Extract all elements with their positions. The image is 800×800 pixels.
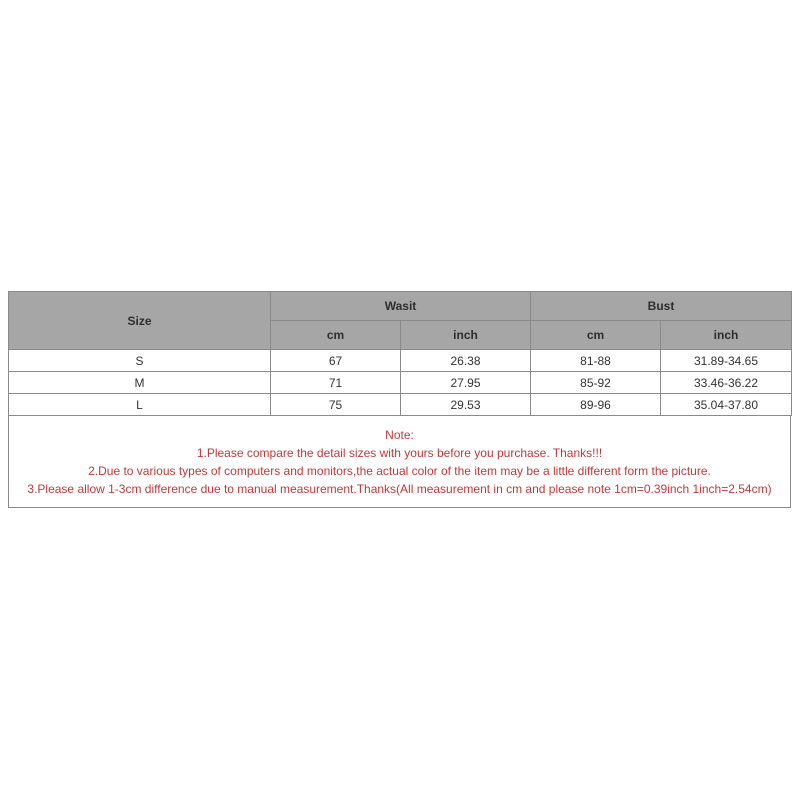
bust-cm-header: cm — [531, 321, 661, 350]
table-row — [9, 372, 792, 394]
bust-inch-cell: 31.89-34.65 — [661, 350, 792, 372]
size-chart — [8, 291, 791, 508]
bust-cm-cell: 85-92 — [531, 372, 661, 394]
bust-group-header: Bust — [531, 292, 792, 321]
notes-title: Note: — [385, 427, 414, 442]
waist-cm-cell: 71 — [271, 372, 401, 394]
header-row-groups — [9, 292, 792, 321]
waist-cm-header: cm — [271, 321, 401, 350]
note-line: 1.Please compare the detail sizes with yours before you purchase. Thanks!!! — [196, 445, 603, 460]
waist-cm-cell: 75 — [271, 394, 401, 416]
table-row — [9, 350, 792, 372]
size-column-header: Size — [9, 292, 271, 350]
note-line: 2.Due to various types of computers and monitors,the actual color of the item may be a little different form the picture. — [88, 463, 711, 478]
size-table — [8, 291, 792, 416]
waist-cm-cell: 67 — [271, 350, 401, 372]
bust-inch-header: inch — [661, 321, 792, 350]
size-cell: S — [9, 350, 271, 372]
waist-inch-cell: 26.38 — [401, 350, 531, 372]
note-line: 3.Please allow 1-3cm difference due to manual measurement.Thanks(All measurement in cm and please note 1cm=0.39inch 1inch=2.54cm) — [27, 481, 772, 496]
size-cell: L — [9, 394, 271, 416]
bust-inch-cell: 35.04-37.80 — [661, 394, 792, 416]
waist-group-header: Wasit — [271, 292, 531, 321]
size-cell: M — [9, 372, 271, 394]
waist-inch-header: inch — [401, 321, 531, 350]
waist-inch-cell: 29.53 — [401, 394, 531, 416]
waist-inch-cell: 27.95 — [401, 372, 531, 394]
bust-cm-cell: 89-96 — [531, 394, 661, 416]
table-row — [9, 394, 792, 416]
bust-cm-cell: 81-88 — [531, 350, 661, 372]
notes-box — [8, 416, 791, 508]
bust-inch-cell: 33.46-36.22 — [661, 372, 792, 394]
